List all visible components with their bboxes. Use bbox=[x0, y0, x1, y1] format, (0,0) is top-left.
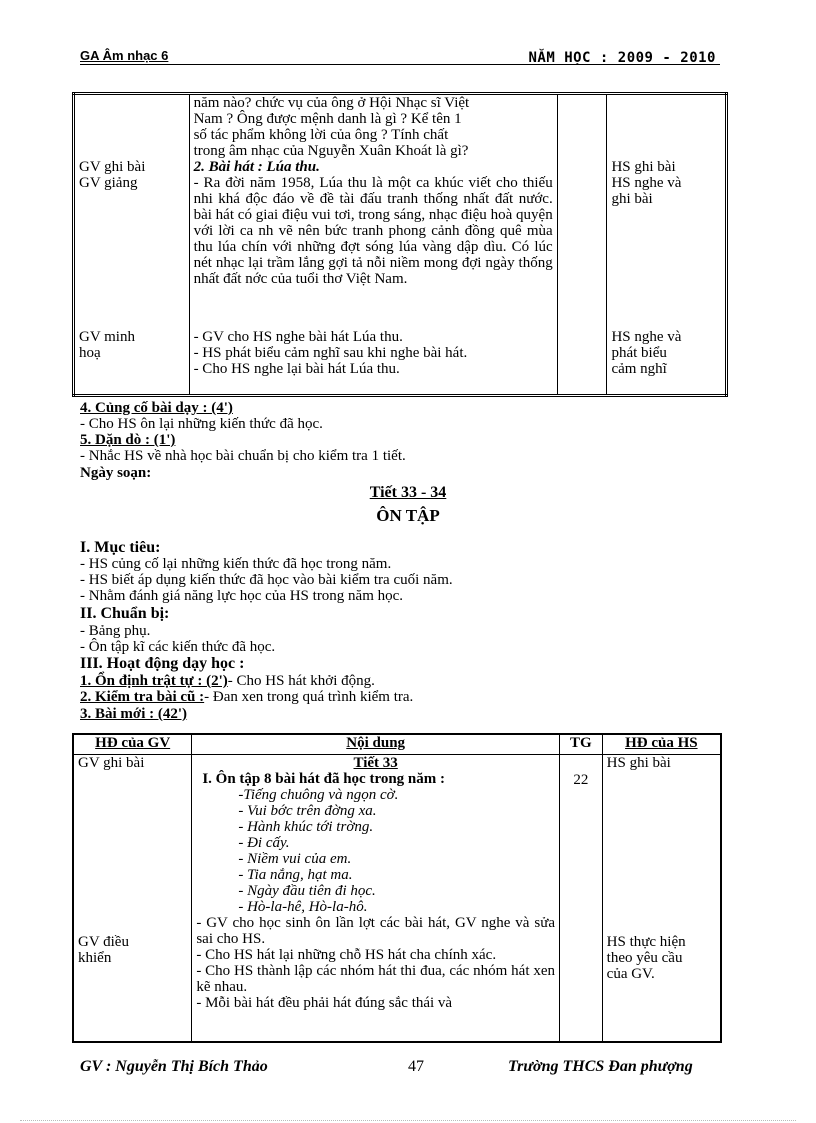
table-header-row bbox=[73, 734, 721, 755]
col-header-content: Nội dung bbox=[192, 734, 560, 755]
review-section-title: I. Ôn tập 8 bài hát đã học trong năm : bbox=[202, 771, 446, 788]
text-line: Nam ? Ông được mệnh danh là gì ? Kể tên 1 bbox=[193, 111, 462, 127]
section-5-text: - Nhắc HS về nhà học bài chuẩn bị cho kiểm tra 1 tiết. bbox=[80, 448, 406, 464]
header-right: NĂM HỌC : 2009 - 2010 bbox=[528, 50, 716, 66]
table-row bbox=[74, 159, 727, 329]
song-item: - Hành khúc tới trờng. bbox=[238, 819, 374, 836]
song-heading: 2. Bài hát : Lúa thu. bbox=[193, 159, 320, 175]
song-description: - Ra đời năm 1958, Lúa thu là một ca khúc viết cho thiếu nhi khá độc đáo về đề tài đấu tranh thống nhất đất nước. bài hát có giai điệu vui tơi, trong sáng, nhạc điệu hoà quyện với lời ca nh vẽ nên bức tranh phong cảnh đồng quê mùa thu lúa chín với những đợt sóng lúa vàng dập dìu. Có lúc nét nhạc lại trầm lắng gợi tả nỗi niềm mong đợi ngày thống nhất đất nớc của tuổi thơ Việt Nam. bbox=[193, 175, 553, 287]
preparation-item: - Bảng phụ. bbox=[80, 623, 151, 639]
song-item: - Ngày đầu tiên đi học. bbox=[238, 883, 376, 900]
text-line: trong âm nhạc của Nguyễn Xuân Khoát là gì? bbox=[193, 143, 469, 159]
hs-cell: HS ghi bài HS nghe và ghi bài bbox=[607, 159, 727, 329]
time-value: 22 bbox=[573, 772, 589, 789]
text-line: - Cho HS nghe lại bài hát Lúa thu. bbox=[193, 361, 400, 377]
objective-item: - HS củng cố lại những kiến thức đã học trong năm. bbox=[80, 556, 392, 572]
song-item: - Đi cấy. bbox=[238, 835, 290, 852]
content-cell bbox=[189, 329, 557, 396]
activity-item: - GV cho học sinh ôn lần lợt các bài hát, GV nghe và sửa sai cho HS. bbox=[196, 915, 555, 948]
hs-cell bbox=[607, 94, 727, 160]
content-cell bbox=[189, 159, 557, 329]
gv-cell: GV ghi bài GV giảng bbox=[79, 159, 146, 191]
ngay-soan: Ngày soạn: bbox=[80, 465, 152, 481]
col-header-hs: HĐ của HS bbox=[602, 734, 721, 755]
song-item: - Tia nắng, hạt ma. bbox=[238, 867, 353, 884]
text-line: - HS phát biểu cảm nghĩ sau khi nghe bài hát. bbox=[193, 345, 468, 361]
activity-item: - Mỗi bài hát đều phải hát đúng sắc thái và bbox=[196, 995, 453, 1012]
activity-item: - Cho HS thành lập các nhóm hát thi đua, các nhóm hát xen kẽ nhau. bbox=[196, 963, 555, 996]
table-row bbox=[74, 329, 727, 396]
hs-activity: HS ghi bài bbox=[606, 755, 671, 772]
hs-cell: HS nghe và phát biểu cảm nghĩ bbox=[607, 329, 727, 396]
gv-activity: GV điều khiển bbox=[78, 934, 129, 967]
lesson-title: Tiết 33 - 34 bbox=[369, 484, 447, 501]
activity-2 bbox=[80, 689, 413, 705]
objective-item: - Nhằm đánh giá năng lực học của HS trong năm học. bbox=[80, 588, 404, 604]
gv-activity: GV ghi bài bbox=[78, 755, 145, 772]
lesson-number: Tiết 33 bbox=[353, 755, 398, 772]
activities-title: III. Hoạt động dạy học : bbox=[80, 655, 245, 672]
tg-cell bbox=[557, 94, 607, 160]
hs-activity: HS thực hiện theo yêu cầu của GV. bbox=[606, 934, 686, 983]
page-edge bbox=[20, 1120, 796, 1121]
lesson-subtitle: ÔN TẬP bbox=[376, 506, 440, 525]
content-cell bbox=[192, 755, 560, 1042]
song-item: - Niềm vui của em. bbox=[238, 851, 352, 868]
lesson-table-continued bbox=[72, 92, 728, 397]
activity-1-text: - Cho HS hát khởi động. bbox=[227, 673, 375, 689]
section-4-text: - Cho HS ôn lại những kiến thức đã học. bbox=[80, 416, 323, 432]
preparation-item: - Ôn tập kĩ các kiến thức đã học. bbox=[80, 639, 276, 655]
hs-cell bbox=[602, 755, 721, 1042]
activity-2-title: 2. Kiểm tra bài cũ : bbox=[80, 689, 205, 705]
objective-item: - HS biết áp dụng kiến thức đã học vào bài kiểm tra cuối năm. bbox=[80, 572, 453, 588]
col-header-tg: TG bbox=[560, 734, 603, 755]
tg-cell bbox=[560, 755, 603, 1042]
table-row bbox=[74, 94, 727, 160]
text-line: - GV cho HS nghe bài hát Lúa thu. bbox=[193, 329, 403, 345]
song-item: - Hò-la-hê, Hò-la-hô. bbox=[238, 899, 368, 916]
lesson-plan-table bbox=[72, 733, 722, 1043]
gv-cell bbox=[73, 755, 192, 1042]
activity-2-text: - Đan xen trong quá trình kiểm tra. bbox=[204, 689, 414, 705]
section-5-title: 5. Dặn dò : (1') bbox=[80, 432, 176, 448]
song-item: - Vui bớc trên đờng xa. bbox=[238, 803, 377, 820]
preparation-title: II. Chuẩn bị: bbox=[80, 605, 170, 622]
activity-1 bbox=[80, 673, 375, 689]
content-cell bbox=[189, 94, 557, 160]
text-line: năm nào? chức vụ của ông ở Hội Nhạc sĩ Việt bbox=[193, 95, 470, 111]
header-left: GA Âm nhạc 6 bbox=[80, 48, 169, 63]
gv-cell: GV minh hoạ bbox=[79, 329, 135, 361]
song-item: -Tiếng chuông và ngọn cờ. bbox=[238, 787, 399, 804]
col-header-gv: HĐ của GV bbox=[73, 734, 192, 755]
activity-3-title: 3. Bài mới : (42') bbox=[80, 706, 188, 722]
footer-teacher: GV : Nguyễn Thị Bích Thảo bbox=[80, 1058, 268, 1075]
footer-school: Trường THCS Đan phượng bbox=[508, 1058, 693, 1075]
page-number: 47 bbox=[408, 1058, 424, 1075]
gv-cell bbox=[74, 94, 190, 160]
header-rule bbox=[80, 64, 720, 65]
tg-cell bbox=[557, 329, 607, 396]
table-row bbox=[73, 755, 721, 1042]
objectives-title: I. Mục tiêu: bbox=[80, 539, 161, 556]
text-line: số tác phẩm không lời của ông ? Tính chất bbox=[193, 127, 449, 143]
tg-cell bbox=[557, 159, 607, 329]
section-4-title: 4. Củng cố bài dạy : (4') bbox=[80, 400, 233, 416]
activity-1-title: 1. Ổn định trật tự : (2') bbox=[80, 673, 228, 689]
activity-item: - Cho HS hát lại những chỗ HS hát cha chính xác. bbox=[196, 947, 497, 964]
